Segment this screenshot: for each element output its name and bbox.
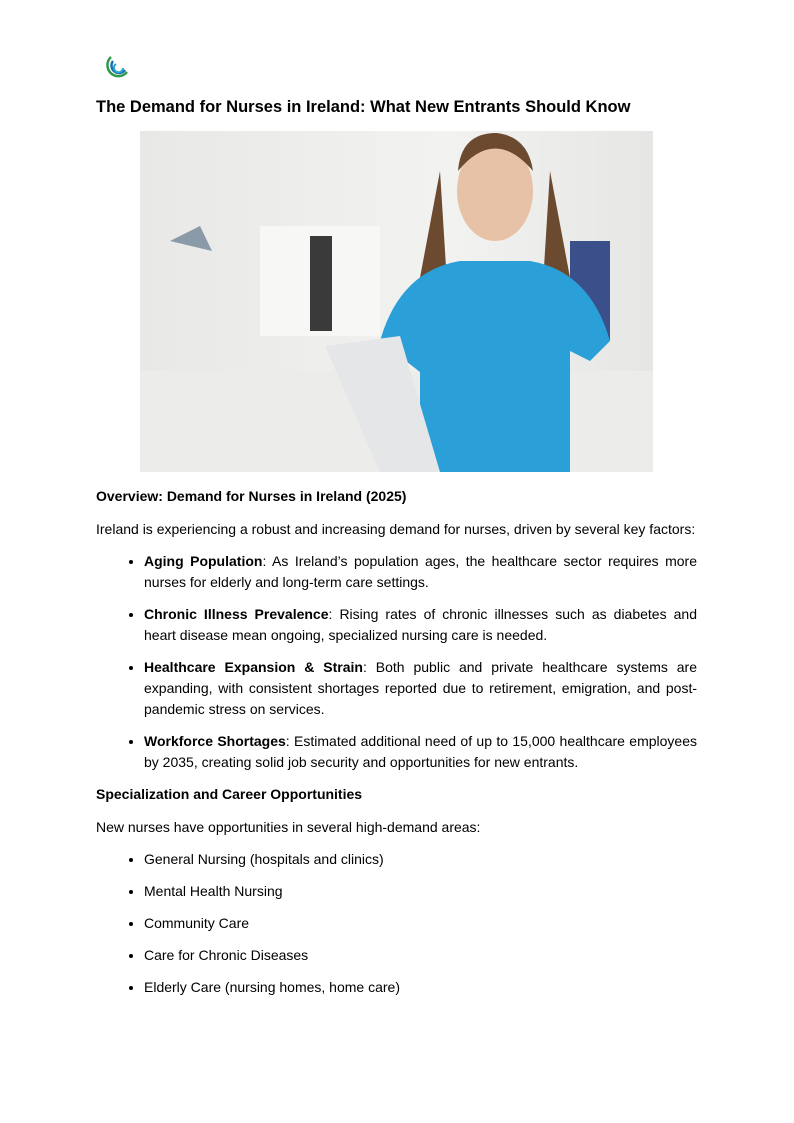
page-title: The Demand for Nurses in Ireland: What New Entrants Should Know — [96, 98, 631, 116]
list-item: • Care for Chronic Diseases — [144, 945, 697, 966]
company-logo-icon — [103, 54, 129, 80]
overview-intro: Ireland is experiencing a robust and increasing demand for nurses, driven by several key factors: — [96, 521, 696, 537]
section-heading-overview: Overview: Demand for Nurses in Ireland (2025) — [96, 488, 407, 504]
list-item: • Community Care — [144, 913, 697, 934]
list-item: • Healthcare Expansion & Strain: Both public and private healthcare systems are expanding, with consistent shortages reported due to retirement, emigration, and post-pandemic stress on services. — [144, 657, 697, 720]
specialization-intro: New nurses have opportunities in several high-demand areas: — [96, 819, 481, 835]
list-item: • Aging Population: As Ireland’s population ages, the healthcare sector requires more nurses for elderly and long-term care settings. — [144, 551, 697, 593]
demand-factors-list — [96, 551, 697, 773]
section-heading-specialization: Specialization and Career Opportunities — [96, 786, 363, 802]
list-item: • Workforce Shortages: Estimated additional need of up to 15,000 healthcare employees by 2035, creating solid job security and opportunities for new entrants. — [144, 731, 697, 773]
list-item: • Elderly Care (nursing homes, home care) — [144, 977, 697, 998]
nurse-photo — [140, 131, 653, 472]
specialization-list — [96, 849, 697, 998]
list-item: • Chronic Illness Prevalence: Rising rates of chronic illnesses such as diabetes and heart disease mean ongoing, specialized nursing care is needed. — [144, 604, 697, 646]
list-item: • General Nursing (hospitals and clinics) — [144, 849, 697, 870]
list-item: • Mental Health Nursing — [144, 881, 697, 902]
